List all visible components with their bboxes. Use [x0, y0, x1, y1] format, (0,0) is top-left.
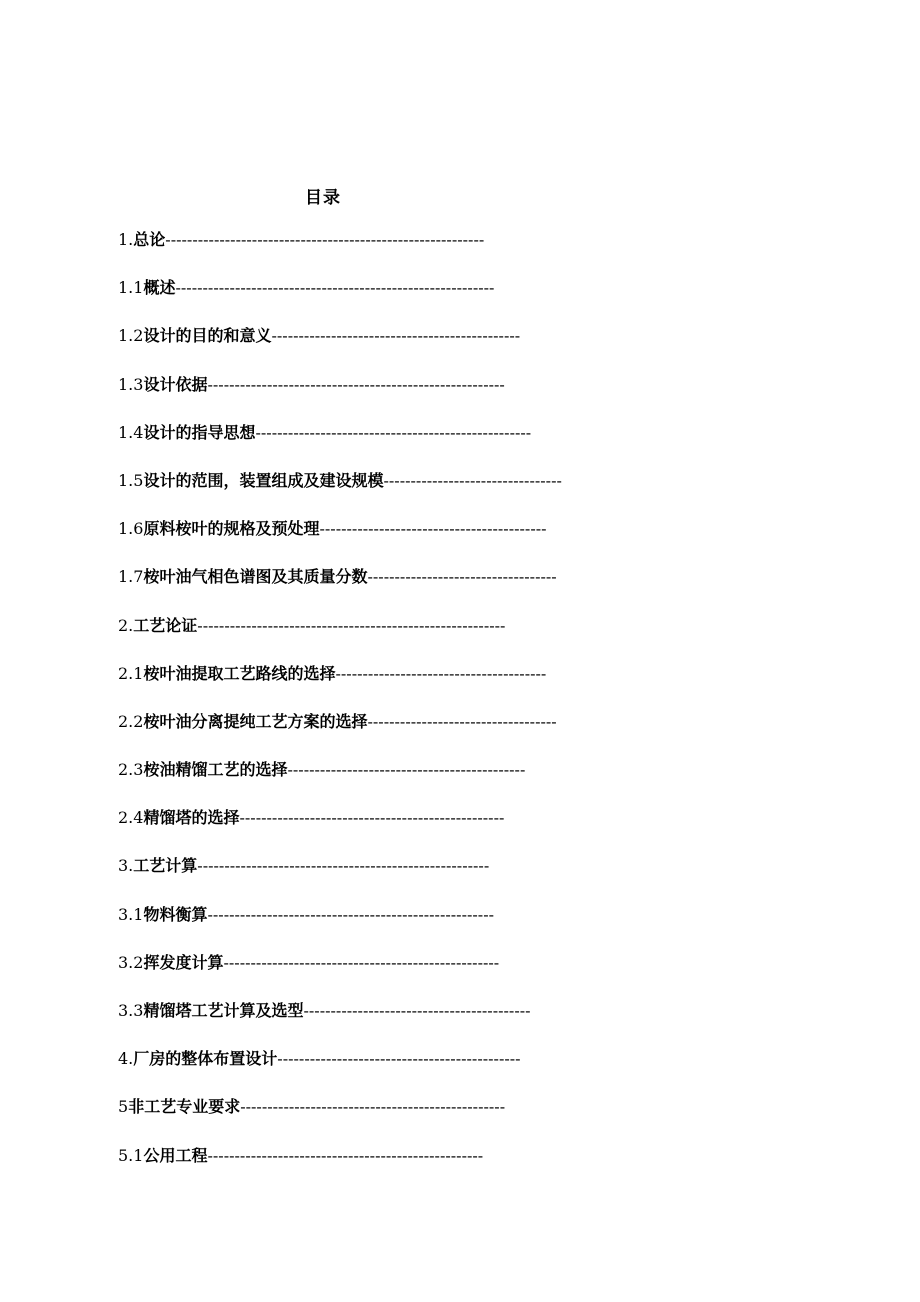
toc-entry-text: 桉叶油分离提纯工艺方案的选择: [143, 711, 368, 731]
toc-entry-text: 厂房的整体布置设计: [133, 1049, 278, 1069]
toc-entry[interactable]: [118, 373, 818, 421]
toc-entry-number: 5.1: [118, 1145, 144, 1165]
toc-entry-number: 1.: [118, 230, 134, 249]
toc-entry-text: 物料衡算: [143, 904, 208, 924]
toc-entry-number: 3.1: [118, 904, 144, 924]
toc-entry-text: 挥发度计算: [143, 952, 224, 972]
toc-entry-number: 1.7: [118, 567, 144, 587]
toc-entry-number: 3.3: [118, 1001, 144, 1020]
toc-entry-text: 非工艺专业要求: [128, 1097, 241, 1117]
toc-entry-text: 公用工程: [143, 1145, 208, 1165]
toc-entry-leader: ---------------------------------------------------------: [197, 615, 506, 635]
toc-entry-text: 设计的目的和意义: [143, 326, 272, 346]
toc-entry-leader: -------------------------------------------------: [239, 808, 505, 828]
toc-entry[interactable]: [118, 614, 818, 662]
toc-entry[interactable]: [118, 1144, 818, 1192]
toc-entry[interactable]: [118, 662, 818, 710]
toc-entry-number: 1.4: [118, 422, 144, 442]
toc-entry[interactable]: [118, 517, 818, 565]
toc-entry-number: 1.3: [118, 374, 144, 394]
toc-entry-leader: ---------------------------------------------------: [255, 422, 532, 442]
toc-entry-text: 概述: [143, 278, 176, 298]
toc-entry-leader: -----------------------------------------------------------: [175, 278, 495, 298]
toc-entry[interactable]: [118, 421, 818, 469]
toc-entry-leader: -------------------------------------------------: [240, 1097, 506, 1117]
toc-entry[interactable]: [118, 228, 818, 276]
toc-entry-text: 总论: [133, 230, 166, 249]
toc-title: 目录: [305, 188, 341, 208]
toc-entry-text: 精馏塔工艺计算及选型: [143, 1001, 304, 1020]
toc-entry-number: 2.2: [118, 711, 144, 731]
toc-entry-leader: ------------------------------------------: [319, 519, 547, 539]
toc-entry[interactable]: [118, 1047, 818, 1095]
toc-entry-leader: ------------------------------------------------------: [197, 856, 490, 876]
toc-entry-number: 4.: [118, 1049, 134, 1069]
toc-entry-leader: -----------------------------------------------------: [207, 904, 494, 924]
toc-entry[interactable]: [118, 276, 818, 324]
toc-entry[interactable]: [118, 903, 818, 951]
toc-entry-number: 2.3: [118, 760, 144, 780]
toc-entry-leader: -----------------------------------: [367, 711, 557, 731]
toc-entry[interactable]: [118, 469, 818, 517]
toc-entry[interactable]: [118, 758, 818, 806]
toc-entry-leader: ---------------------------------------------------: [207, 1145, 484, 1165]
toc-entry-number: 2.: [118, 615, 134, 635]
toc-entry-text: 桉油精馏工艺的选择: [143, 760, 288, 780]
toc-entry-text: 精馏塔的选择: [143, 808, 240, 828]
toc-entry-text: 设计依据: [143, 374, 208, 394]
toc-entry-leader: ------------------------------------------: [303, 1001, 531, 1020]
toc-entry[interactable]: [118, 710, 818, 758]
toc-entry-number: 1.2: [118, 326, 144, 346]
toc-entry-text: 桉叶油提取工艺路线的选择: [143, 663, 336, 683]
toc-entry[interactable]: [118, 1095, 818, 1143]
toc-entry-number: 1.1: [118, 278, 144, 298]
toc-entry[interactable]: [118, 999, 818, 1047]
toc-entry-number: 1.6: [118, 519, 144, 539]
toc-entry-leader: ---------------------------------: [383, 470, 562, 490]
toc-entry-text: 设计的指导思想: [143, 422, 256, 442]
toc-entry[interactable]: [118, 951, 818, 999]
toc-entry[interactable]: [118, 324, 818, 372]
toc-entry[interactable]: [118, 806, 818, 854]
toc-entry-leader: ---------------------------------------------------: [223, 952, 500, 972]
toc-entry-text: 原料桉叶的规格及预处理: [143, 519, 320, 539]
toc-entry-leader: -----------------------------------------------------------: [165, 230, 485, 249]
toc-entry-leader: --------------------------------------------: [287, 760, 526, 780]
toc-entry-leader: ---------------------------------------: [335, 663, 547, 683]
toc-entry-number: 3.: [118, 856, 134, 876]
toc-entry-number: 1.5: [118, 470, 144, 490]
toc-entry[interactable]: [118, 565, 818, 613]
toc-entry-number: 3.2: [118, 952, 144, 972]
toc-entry-leader: ----------------------------------------------: [271, 326, 521, 346]
toc-entry-text: 桉叶油气相色谱图及其质量分数: [143, 567, 368, 587]
toc-entry-text: 工艺论证: [133, 615, 198, 635]
toc-entry-number: 2.1: [118, 663, 144, 683]
toc-entry-leader: -----------------------------------: [367, 567, 557, 587]
toc-entry-number: 5: [118, 1097, 129, 1117]
toc-entry-text: 设计的范围，装置组成及建设规模: [143, 470, 384, 490]
table-of-contents: [118, 228, 818, 1192]
toc-entry-number: 2.4: [118, 808, 144, 828]
toc-entry[interactable]: [118, 854, 818, 902]
toc-entry-leader: ---------------------------------------------: [277, 1049, 521, 1069]
toc-entry-text: 工艺计算: [133, 856, 198, 876]
toc-entry-leader: -------------------------------------------------------: [207, 374, 505, 394]
